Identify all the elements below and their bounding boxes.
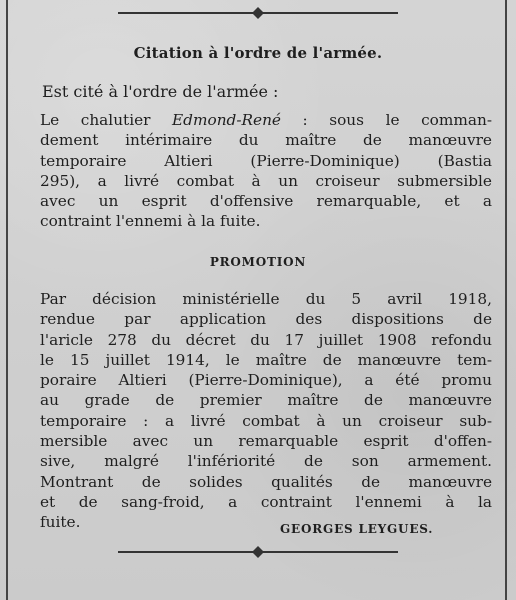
left-column-rule [6, 0, 8, 600]
paragraph2-line-6: au grade de premier maître de manœuvre [40, 391, 492, 410]
paragraph1-line-5: avec un esprit d'offensive remarquable, et a [40, 192, 492, 211]
paragraph2-line-5: poraire Altieri (Pierre-Dominique), a été promu [40, 371, 492, 390]
article-title: Citation à l'ordre de l'armée. [133, 44, 383, 62]
paragraph1-line-4: 295), a livré combat à un croiseur submersible [40, 171, 492, 190]
top-ornament-rule [118, 6, 398, 20]
paragraph2-line-10: Montrant de solides qualités de manœuvre [40, 472, 492, 491]
paragraph2-line-11: et de sang-froid, a contraint l'ennemi à la [40, 492, 492, 511]
paragraph1-line-6: contraint l'ennemi à la fuite. [40, 212, 261, 231]
paragraph2-line-12: fuite. [40, 513, 81, 532]
paragraph2-line-3: l'aricle 278 du décret du 17 juillet 1908 refondu [40, 330, 492, 349]
bottom-ornament-rule [118, 545, 398, 559]
paragraph1-line-2: dement intérimaire du maître de manœuvre [40, 131, 492, 150]
promotion-paragraph [40, 289, 492, 533]
promotion-heading: PROMOTION [209, 255, 307, 269]
paragraph2-line-8: mersible avec un remarquable esprit d'offen- [40, 432, 492, 451]
signature: GEORGES LEYGUES. [280, 522, 434, 536]
paragraph2-line-7: temporaire : a livré combat à un croiseur sub- [40, 411, 492, 430]
citation-paragraph [40, 110, 492, 232]
ship-name: Edmond-René [172, 111, 281, 129]
paragraph1-line-1: Le chalutier Edmond-René : sous le comman- [40, 111, 492, 129]
article-intro: Est cité à l'ordre de l'armée : [42, 82, 279, 101]
paragraph2-line-2: rendue par application des dispositions de [40, 310, 492, 329]
paragraph2-line-1: Par décision ministérielle du 5 avril 1918, [40, 290, 492, 308]
right-column-rule [505, 0, 507, 600]
paragraph2-line-4: le 15 juillet 1914, le maître de manœuvre tem- [40, 350, 492, 369]
paragraph1-line-3: temporaire Altieri (Pierre-Dominique) (Bastia [40, 151, 492, 170]
paragraph2-line-9: sive, malgré l'infériorité de son armement. [40, 452, 492, 471]
